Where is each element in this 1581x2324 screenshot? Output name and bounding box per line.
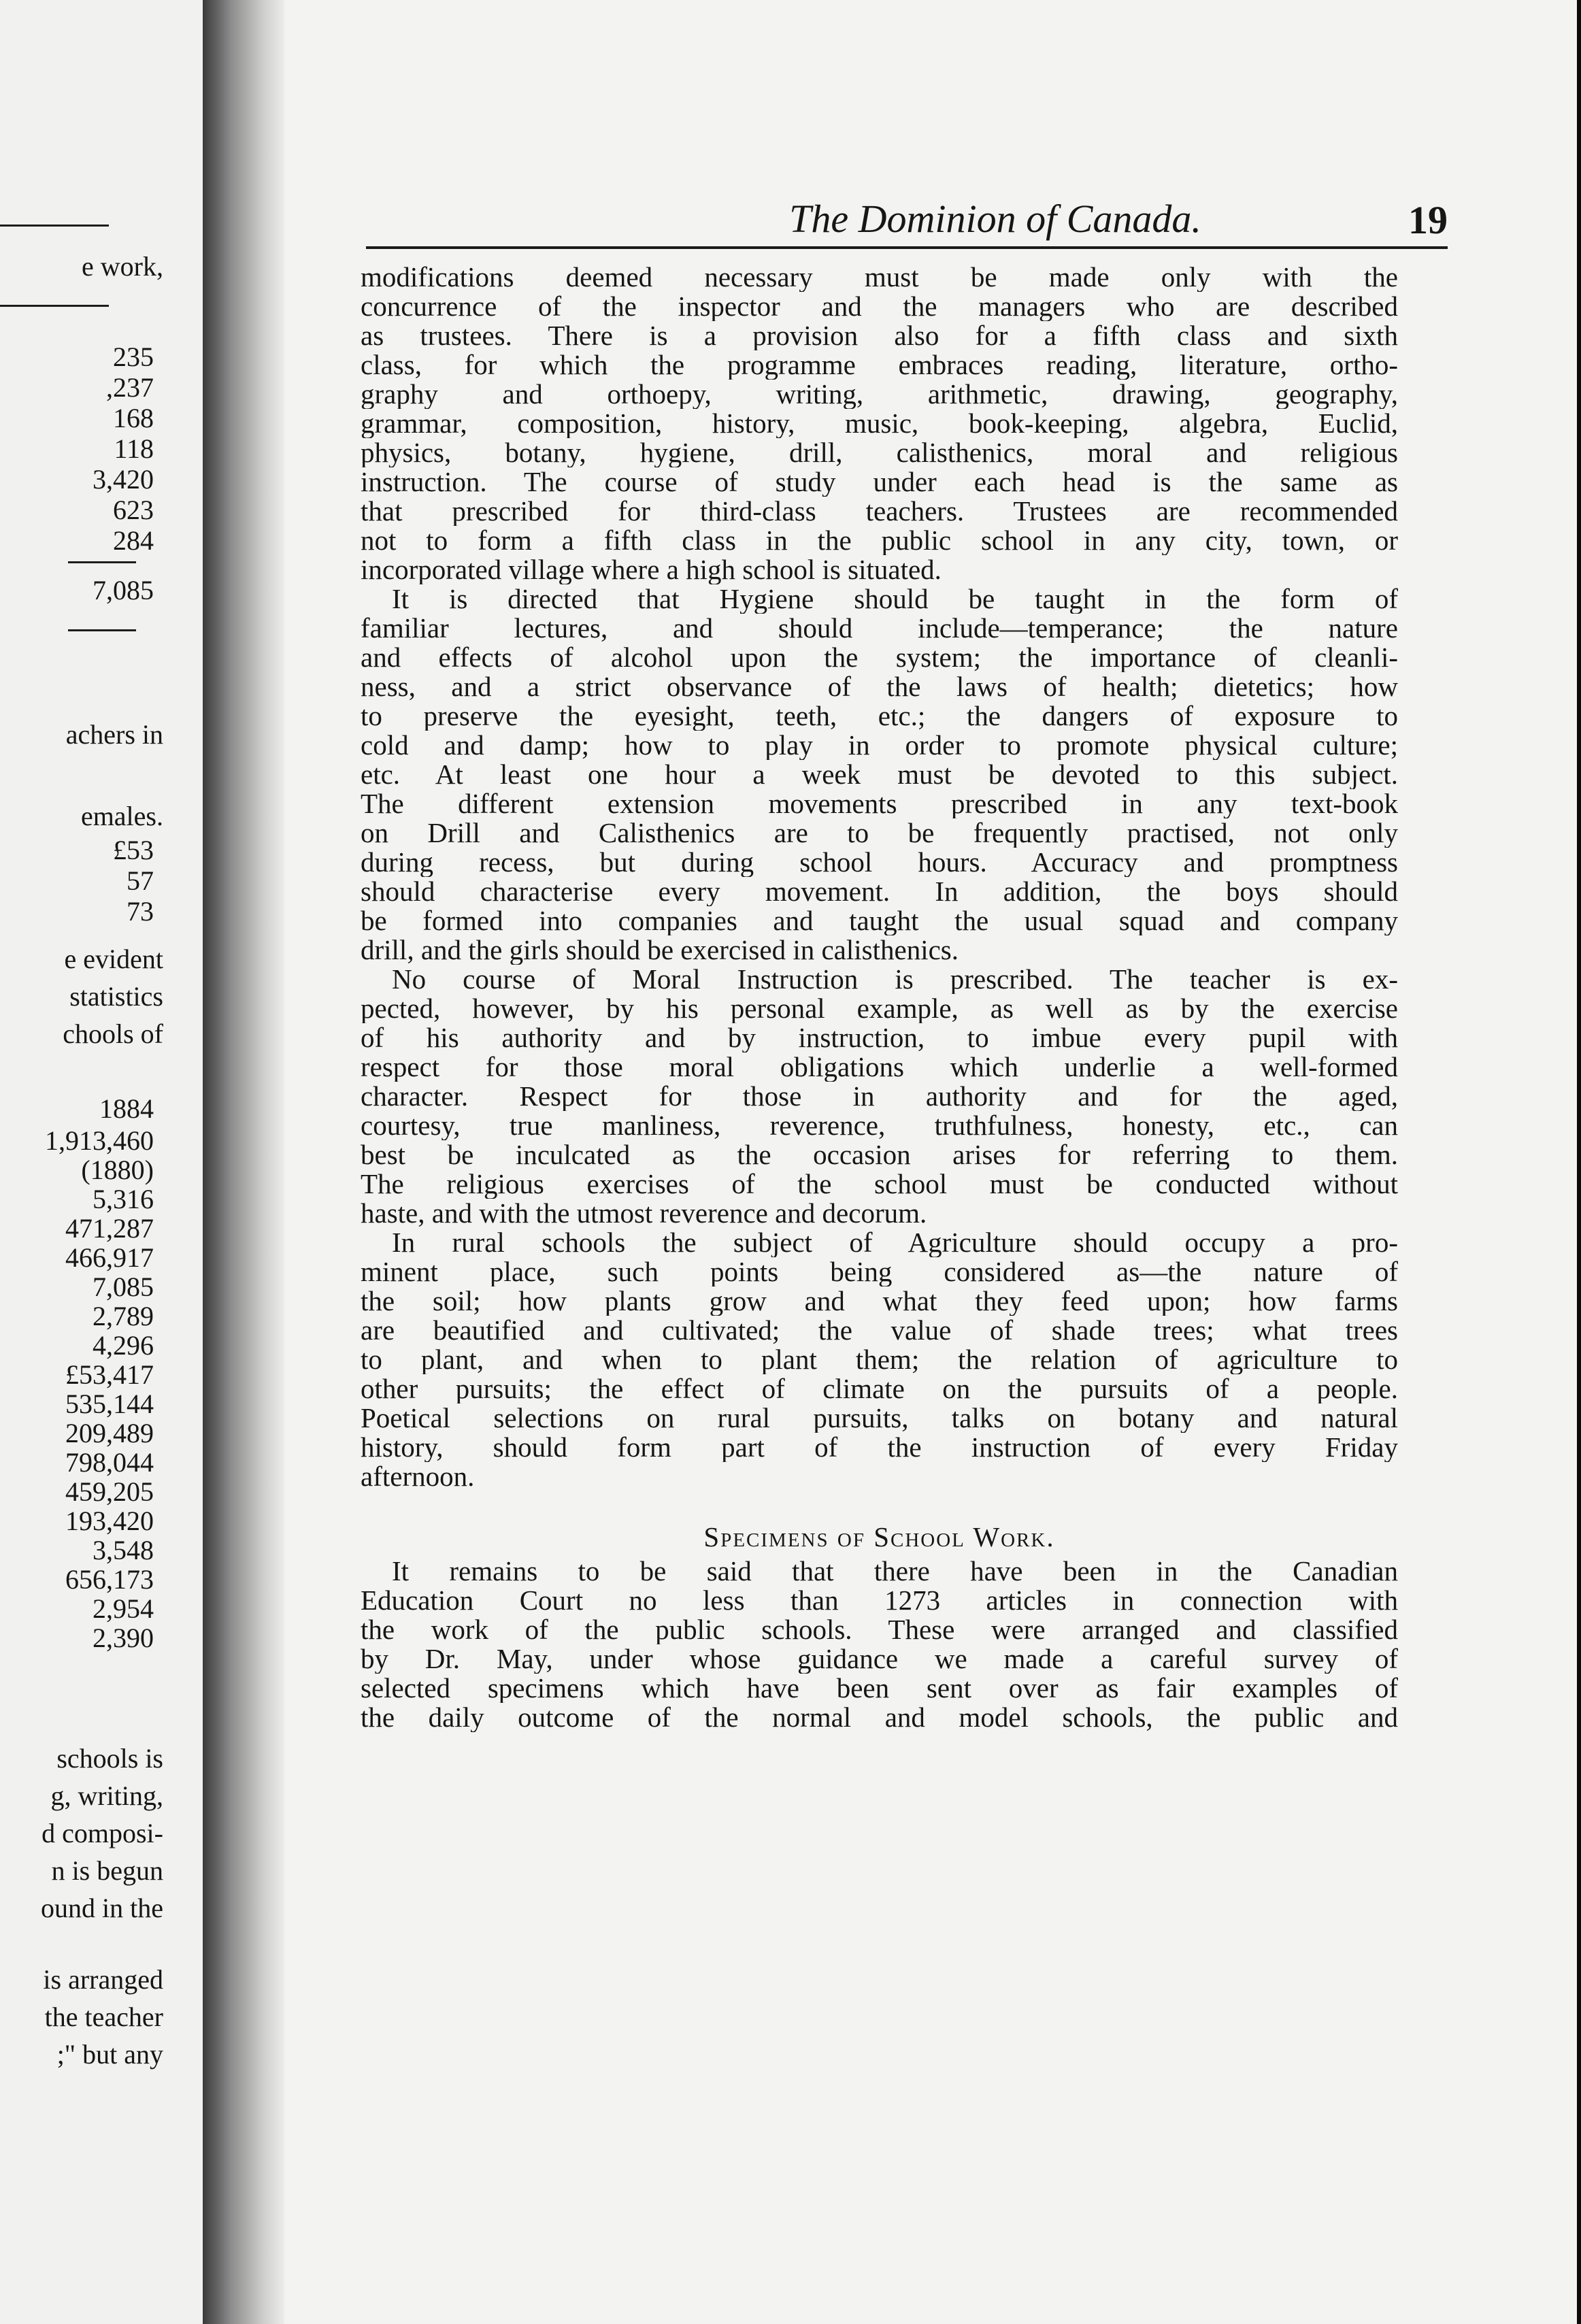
text-line: history, should form part of the instruction of every Friday [361,1433,1398,1462]
left-fragment-text: is arranged [43,1964,163,1995]
left-fragment-text: d composi- [41,1818,163,1848]
paragraph-4 [361,1228,1398,1491]
left-figure: 471,287 [65,1213,154,1244]
left-figure: £53,417 [65,1359,154,1390]
text-line: courtesy, true manliness, reverence, truthfulness, honesty, etc., can [361,1111,1398,1140]
text-line: minent place, such points being considered as—the nature of [361,1257,1398,1286]
left-fragment-text: e work, [82,251,163,282]
text-line: best be inculcated as the occasion arises for referring to them. [361,1140,1398,1169]
left-figure: 5,316 [93,1184,154,1214]
left-figure: 57 [127,865,154,896]
text-line: other pursuits; the effect of climate on the pursuits of a people. [361,1374,1398,1404]
left-figure: 1,913,460 [45,1125,154,1156]
left-fragment-text: g, writing, [50,1780,163,1811]
left-figure: 656,173 [65,1564,154,1595]
text-line: physics, botany, hygiene, drill, calisthenics, moral and religious [361,438,1398,467]
text-line: that prescribed for third-class teachers. Trustees are recommended [361,497,1398,526]
left-figure: 2,954 [93,1593,154,1624]
left-top-rule [0,225,109,227]
text-line: grammar, composition, history, music, book-keeping, algebra, Euclid, [361,409,1398,438]
left-fragment-text: n is begun [51,1855,163,1886]
left-figure: ,237 [106,372,154,403]
text-line: haste, and with the utmost reverence and decorum. [361,1199,927,1228]
paragraph-2 [361,584,1398,965]
left-figure: £53 [113,835,154,865]
paragraph-1 [361,263,1398,584]
body-text [361,263,1398,1732]
text-line: Poetical selections on rural pursuits, talks on botany and natural [361,1404,1398,1433]
left-fragment-text: schools is [56,1743,163,1774]
text-line: It is directed that Hygiene should be taught in the form of [392,584,1398,614]
left-total: 7,085 [93,575,154,605]
text-line: graphy and orthoepy, writing, arithmetic, drawing, geography, [361,380,1398,409]
left-figure: 798,044 [65,1447,154,1478]
section-gap [361,1491,1398,1517]
left-figure: 466,917 [65,1242,154,1273]
text-line: etc. At least one hour a week must be devoted to this subject. [361,760,1398,789]
text-line: character. Respect for those in authority and for the aged, [361,1082,1398,1111]
text-line: during recess, but during school hours. Accuracy and promptness [361,848,1398,877]
left-fragment-text: e evident [64,944,163,974]
text-line: selected specimens which have been sent over as fair examples of [361,1674,1398,1703]
text-line: incorporated village where a high school is situated. [361,555,942,584]
header-rule [366,246,1448,249]
left-page-fragment [0,0,203,2324]
text-line: should characterise every movement. In addition, the boys should [361,877,1398,906]
paragraph-5 [361,1557,1398,1732]
left-figure: 535,144 [65,1389,154,1419]
section-heading: Specimens of School Work. [703,1521,1055,1553]
text-line: instruction. The course of study under each head is the same as [361,467,1398,497]
text-line: It remains to be said that there have been in the Canadian [392,1557,1398,1586]
text-line: concurrence of the inspector and the managers who are described [361,292,1398,321]
text-line: not to form a fifth class in the public school in any city, town, or [361,526,1398,555]
text-line: as trustees. There is a provision also for a fifth class and sixth [361,321,1398,350]
left-figure: 2,390 [93,1623,154,1653]
left-fragment-text: emales. [80,801,163,831]
text-line: In rural schools the subject of Agriculture should occupy a pro- [392,1228,1398,1257]
text-line: ness, and a strict observance of the laws of health; dietetics; how [361,672,1398,701]
text-line: The religious exercises of the school must be conducted without [361,1169,1398,1199]
text-line: the daily outcome of the normal and model schools, the public and [361,1703,1398,1732]
left-total-rule [68,561,136,563]
text-line: respect for those moral obligations which underlie a well-formed [361,1052,1398,1082]
left-figure: 7,085 [93,1272,154,1302]
text-line: afternoon. [361,1462,475,1491]
left-rule [0,305,109,307]
text-line: pected, however, by his personal example, as well as by the exercise [361,994,1398,1023]
text-line: the work of the public schools. These were arranged and classified [361,1615,1398,1644]
scan-edge [1577,0,1581,2324]
text-line: on Drill and Calisthenics are to be frequently practised, not only [361,818,1398,848]
left-figure: 4,296 [93,1330,154,1361]
left-fragment-text: ;" but any [56,2039,163,2070]
running-title: The Dominion of Canada. [789,197,1201,241]
left-fragment-text: ound in the [41,1893,163,1923]
left-total-rule [68,629,136,631]
text-line: familiar lectures, and should include—temperance; the nature [361,614,1398,643]
text-line: cold and damp; how to play in order to promote physical culture; [361,731,1398,760]
page-number: 19 [1408,198,1448,242]
book-gutter [203,0,284,2324]
left-fragment-text: achers in [65,719,163,750]
left-fragment-text: chools of [63,1018,163,1049]
left-figure: 623 [113,495,154,525]
text-line: to plant, and when to plant them; the relation of agriculture to [361,1345,1398,1374]
text-line: and effects of alcohol upon the system; the importance of cleanli- [361,643,1398,672]
text-line: Education Court no less than 1273 articles in connection with [361,1586,1398,1615]
left-figure: 73 [127,896,154,927]
paragraph-3 [361,965,1398,1228]
text-line: the soil; how plants grow and what they feed upon; how farms [361,1286,1398,1316]
left-fragment-text: the teacher [44,2002,163,2032]
text-line: by Dr. May, under whose guidance we made a careful survey of [361,1644,1398,1674]
left-figure: 235 [113,342,154,372]
text-line: of his authority and by instruction, to imbue every pupil with [361,1023,1398,1052]
left-figure: 118 [114,433,154,464]
left-fragment-text: statistics [69,981,163,1012]
left-figure: 193,420 [65,1506,154,1536]
text-line: The different extension movements prescribed in any text-book [361,789,1398,818]
left-figure: 459,205 [65,1476,154,1507]
left-figure: 209,489 [65,1418,154,1448]
text-line: No course of Moral Instruction is prescribed. The teacher is ex- [392,965,1398,994]
left-figure: 3,420 [93,464,154,495]
left-figure: 2,789 [93,1301,154,1331]
running-header [366,190,1448,245]
text-line: to preserve the eyesight, teeth, etc.; the dangers of exposure to [361,701,1398,731]
left-figure: 3,548 [93,1535,154,1565]
text-line: are beautified and cultivated; the value of shade trees; what trees [361,1316,1398,1345]
left-year-header: 1884 [99,1093,154,1124]
left-figure: 284 [113,525,154,556]
left-figure: 168 [113,403,154,433]
text-line: class, for which the programme embraces reading, literature, ortho- [361,350,1398,380]
left-figure: (1880) [81,1155,154,1185]
text-line: drill, and the girls should be exercised in calisthenics. [361,935,959,965]
text-line: modifications deemed necessary must be made only with the [361,263,1398,292]
text-line: be formed into companies and taught the usual squad and company [361,906,1398,935]
right-page [284,0,1577,2324]
